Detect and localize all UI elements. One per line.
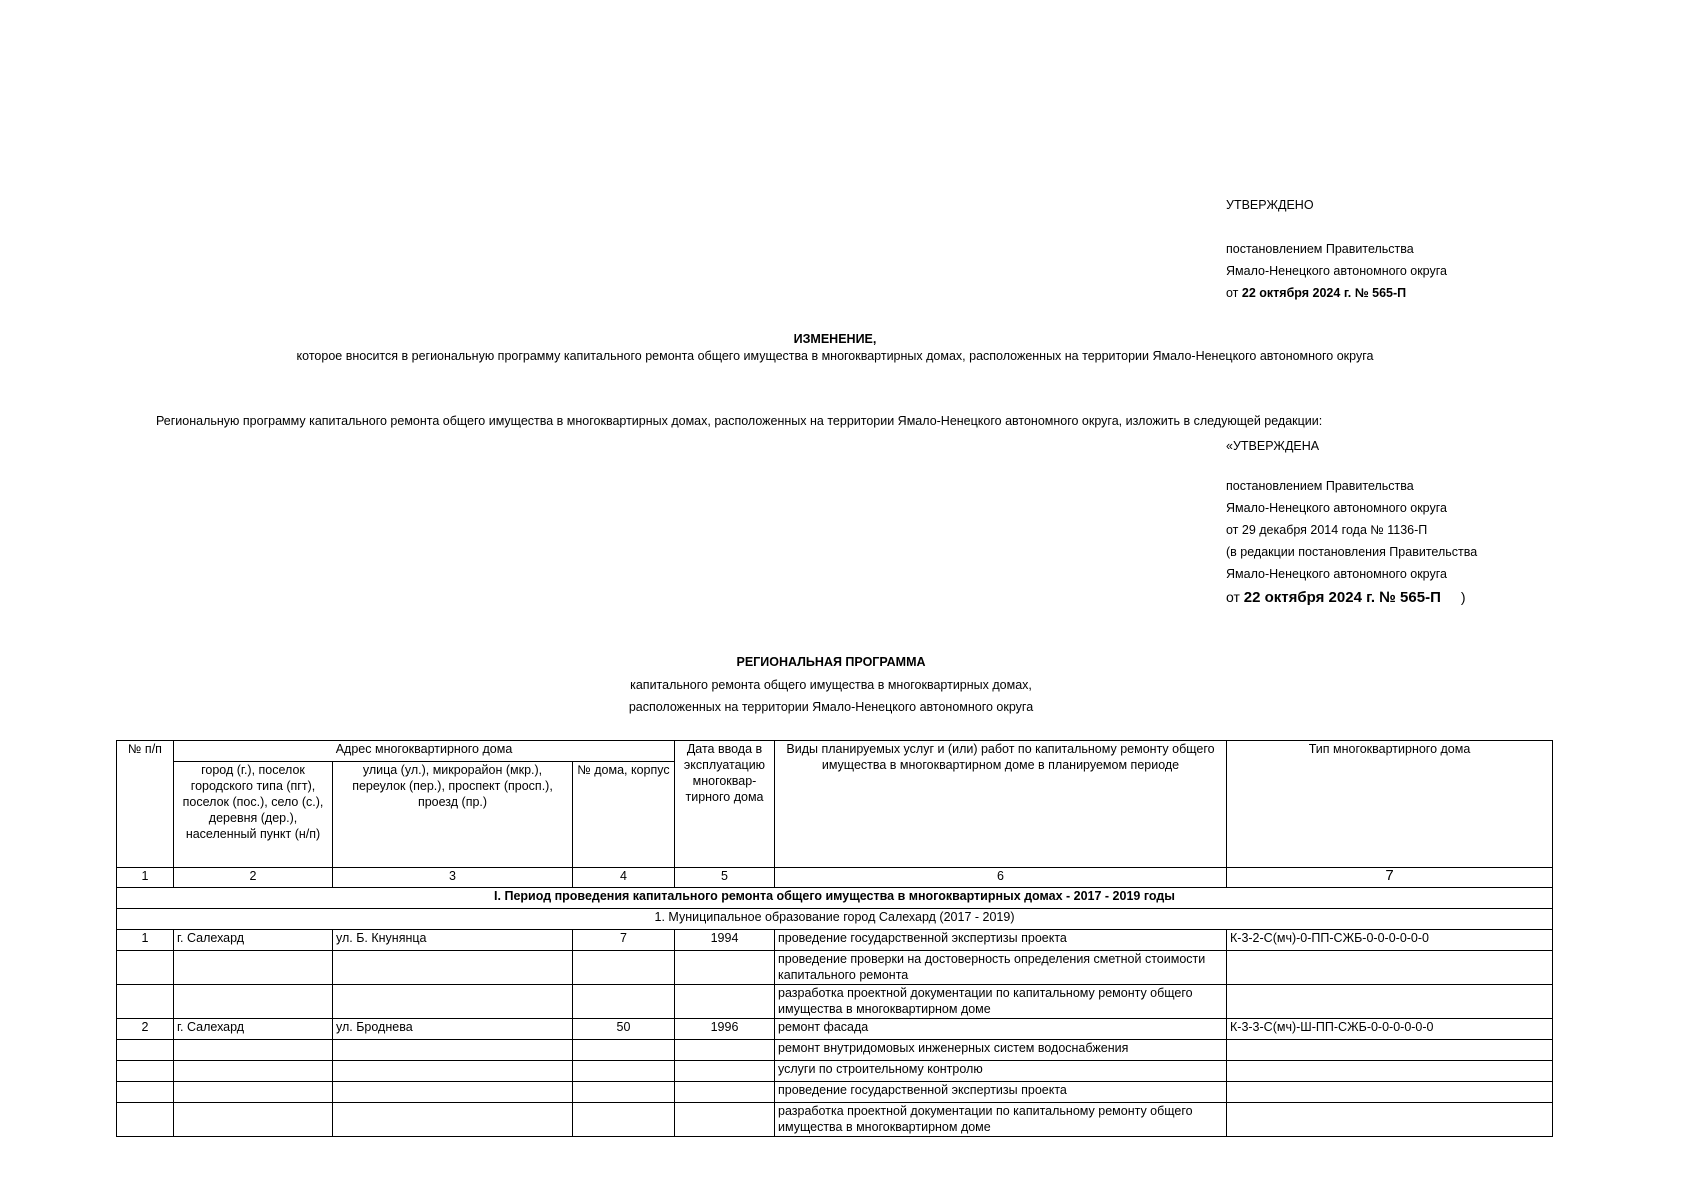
cell-street <box>333 1040 573 1061</box>
program-title: РЕГИОНАЛЬНАЯ ПРОГРАММА <box>736 655 926 669</box>
cell-type <box>1227 1061 1553 1082</box>
col-number: 7 <box>1227 868 1553 888</box>
change-subheading: которое вносится в региональную программу капитального ремонта общего имущества в многоквартирных домах, расположенных на территории Ямало-Ненецкого автономного округа <box>296 349 1374 363</box>
cell-house <box>573 985 675 1019</box>
cell-year <box>675 1082 775 1103</box>
section-title: I. Период проведения капитального ремонта общего имущества в многоквартирных домах - 2017 - 2019 годы <box>117 888 1553 909</box>
table-row <box>117 1103 1553 1137</box>
cell-work: проведение государственной экспертизы проекта <box>775 1082 1227 1103</box>
cell-year <box>675 951 775 985</box>
col-number: 2 <box>174 868 333 888</box>
cell-year: 1996 <box>675 1019 775 1040</box>
cell-work: разработка проектной документации по капитальному ремонту общего имущества в многоквартирном доме <box>775 1103 1227 1137</box>
cell-street <box>333 1103 573 1137</box>
approval-date-value: 22 октября 2024 г. № 565-П <box>1243 589 1441 606</box>
cell-type: К-3-3-С(мч)-Ш-ПП-СЖБ-0-0-0-0-0-0 <box>1227 1019 1553 1040</box>
table-row <box>117 1061 1553 1082</box>
cell-num <box>117 1061 174 1082</box>
program-table <box>116 740 1553 1137</box>
header-house: № дома, корпус <box>573 762 675 868</box>
approval-line: от 29 декабря 2014 года № 1136-П <box>1226 523 1428 537</box>
cell-num <box>117 1082 174 1103</box>
approval-line: (в редакции постановления Правительства <box>1226 545 1478 559</box>
cell-city <box>174 985 333 1019</box>
header-works: Виды планируемых услуг и (или) работ по капитальному ремонту общего имущества в многоквартирном доме в планируемом периоде <box>775 741 1227 868</box>
cell-city <box>174 1040 333 1061</box>
cell-work: ремонт внутридомовых инженерных систем водоснабжения <box>775 1040 1227 1061</box>
cell-house <box>573 1061 675 1082</box>
cell-house: 7 <box>573 930 675 951</box>
header-city: город (г.), поселок городского типа (пгт), поселок (пос.), село (с.), деревня (дер.), населенный пункт (н/п) <box>174 762 333 868</box>
cell-street <box>333 951 573 985</box>
col-number: 6 <box>775 868 1227 888</box>
header-street: улица (ул.), микрорайон (мкр.), переулок (пер.), проспект (просп.), проезд (пр.) <box>333 762 573 868</box>
cell-year: 1994 <box>675 930 775 951</box>
cell-house <box>573 951 675 985</box>
table-row <box>117 985 1553 1019</box>
cell-num <box>117 1040 174 1061</box>
cell-work: услуги по строительному контролю <box>775 1061 1227 1082</box>
cell-city <box>174 1103 333 1137</box>
cell-city <box>174 951 333 985</box>
cell-street: ул. Броднева <box>333 1019 573 1040</box>
approval-line: постановлением Правительства <box>1226 242 1414 256</box>
cell-work: проведение государственной экспертизы проекта <box>775 930 1227 951</box>
cell-work: ремонт фасада <box>775 1019 1227 1040</box>
cell-type <box>1227 985 1553 1019</box>
cell-num <box>117 1103 174 1137</box>
approval-date-value: 22 октября 2024 г. № 565-П <box>1241 286 1407 300</box>
change-body: Региональную программу капитального ремонта общего имущества в многоквартирных домах, расположенных на территории Ямало-Ненецкого автономного округа, изложить в следующей редакции: <box>156 414 1323 428</box>
header-type: Тип многоквартирного дома <box>1227 741 1553 868</box>
cell-street: ул. Б. Кнунянца <box>333 930 573 951</box>
col-number: 4 <box>573 868 675 888</box>
cell-year <box>675 985 775 1019</box>
approval-line: Ямало-Ненецкого автономного округа <box>1226 264 1447 278</box>
cell-num: 1 <box>117 930 174 951</box>
table-row <box>117 930 1553 951</box>
cell-work: разработка проектной документации по капитальному ремонту общего имущества в многоквартирном доме <box>775 985 1227 1019</box>
cell-house <box>573 1040 675 1061</box>
header-num: № п/п <box>117 741 174 868</box>
header-date: Дата ввода в эксплуатацию многоквар-тирного дома <box>675 741 775 868</box>
approval-close-paren: ) <box>1460 589 1466 605</box>
cell-type <box>1227 1040 1553 1061</box>
approval-date-prefix: от <box>1226 589 1244 605</box>
cell-type <box>1227 951 1553 985</box>
change-heading: ИЗМЕНЕНИЕ, <box>793 332 877 346</box>
cell-year <box>675 1040 775 1061</box>
cell-year <box>675 1061 775 1082</box>
cell-city: г. Салехард <box>174 1019 333 1040</box>
cell-house <box>573 1103 675 1137</box>
cell-type <box>1227 1103 1553 1137</box>
program-subtitle: капитального ремонта общего имущества в многоквартирных домах, <box>630 678 1032 692</box>
approval-line: Ямало-Ненецкого автономного округа <box>1226 567 1447 581</box>
program-subtitle: расположенных на территории Ямало-Ненецкого автономного округа <box>628 700 1034 714</box>
cell-type <box>1227 1082 1553 1103</box>
cell-house: 50 <box>573 1019 675 1040</box>
approval-title: УТВЕРЖДЕНО <box>1226 198 1314 212</box>
municipality-title: 1. Муниципальное образование город Салехард (2017 - 2019) <box>117 909 1553 930</box>
table-row <box>117 1019 1553 1040</box>
table-row <box>117 1082 1553 1103</box>
cell-city: г. Салехард <box>174 930 333 951</box>
cell-street <box>333 1061 573 1082</box>
cell-city <box>174 1082 333 1103</box>
approval-line: Ямало-Ненецкого автономного округа <box>1226 501 1447 515</box>
cell-year <box>675 1103 775 1137</box>
cell-num <box>117 985 174 1019</box>
col-number: 5 <box>675 868 775 888</box>
col-number: 3 <box>333 868 573 888</box>
cell-house <box>573 1082 675 1103</box>
table-row <box>117 951 1553 985</box>
cell-num <box>117 951 174 985</box>
cell-num: 2 <box>117 1019 174 1040</box>
cell-city <box>174 1061 333 1082</box>
approval-date-prefix: от <box>1226 286 1242 300</box>
approval-date <box>1226 589 1466 606</box>
cell-street <box>333 1082 573 1103</box>
header-address: Адрес многоквартирного дома <box>174 741 675 762</box>
table-row <box>117 1040 1553 1061</box>
approval-title: «УТВЕРЖДЕНА <box>1226 439 1320 453</box>
col-number: 1 <box>117 868 174 888</box>
approval-date <box>1226 286 1406 300</box>
cell-work: проведение проверки на достоверность определения сметной стоимости капитального ремонта <box>775 951 1227 985</box>
cell-street <box>333 985 573 1019</box>
approval-line: постановлением Правительства <box>1226 479 1414 493</box>
cell-type: К-3-2-С(мч)-0-ПП-СЖБ-0-0-0-0-0-0 <box>1227 930 1553 951</box>
